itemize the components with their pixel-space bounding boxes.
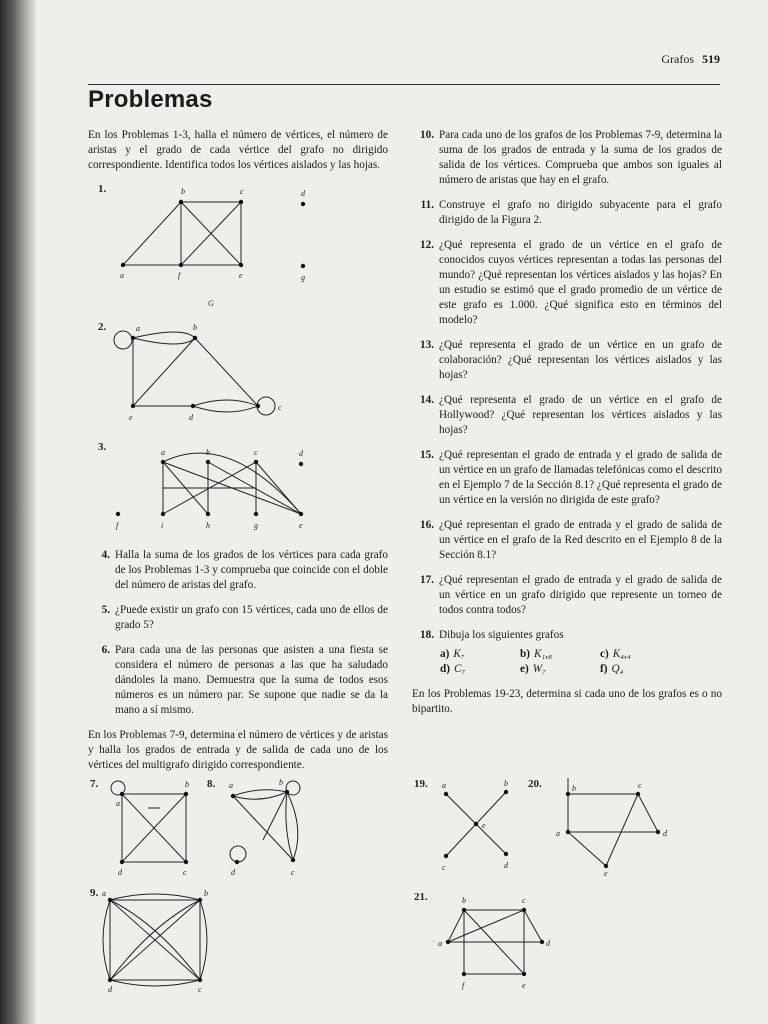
- section-name: Grafos: [661, 52, 694, 66]
- g7-c: c: [183, 868, 187, 877]
- g8-c: c: [291, 868, 295, 877]
- label-p1: 1.: [98, 183, 107, 195]
- g21-f: f: [462, 981, 465, 990]
- intro-19-23: En los Problemas 19-23, determina si cada uno de los grafos es o no bipartito.: [412, 688, 722, 715]
- running-header: [661, 52, 720, 67]
- g20-e: e: [604, 869, 608, 878]
- g1-a: a: [120, 271, 124, 280]
- problem-number: 18.: [420, 629, 434, 641]
- g3-f: f: [116, 521, 119, 530]
- problem-18-items: [440, 647, 722, 677]
- item-value: Q₄: [611, 663, 624, 675]
- item-e: [520, 662, 600, 677]
- g2-a: a: [136, 324, 140, 333]
- graph-7-edges: [122, 794, 186, 862]
- graph-2: [88, 318, 318, 428]
- g19-d: d: [504, 861, 508, 870]
- item-f: [600, 662, 680, 677]
- g9-c: c: [198, 985, 202, 994]
- problem-18: [412, 628, 722, 643]
- g3-a: a: [161, 448, 165, 457]
- g19-c: c: [442, 863, 446, 872]
- item-letter: b): [520, 648, 530, 660]
- graph-3: [88, 436, 338, 540]
- problem-15: [412, 448, 722, 508]
- problem-number: 12.: [420, 239, 434, 251]
- graph-8-vertices: [231, 790, 295, 864]
- item-letter: f): [600, 663, 608, 675]
- problem-16: [412, 518, 722, 563]
- graph-20: [526, 774, 676, 878]
- g19-e: e: [482, 821, 486, 830]
- g2-b: b: [193, 323, 197, 332]
- g20-c: c: [638, 781, 642, 790]
- graph-3-edges: [163, 453, 301, 514]
- problem-text: Para cada una de las personas que asisten a una fiesta se considera el número de personas a las que ha saludado dándoles la mano. Demuestra que la suma de todos esos números es un número par. Se supone que nadie se da la mano a sí mismo.: [115, 644, 388, 716]
- problem-13: [412, 338, 722, 383]
- g21-e: e: [522, 981, 526, 990]
- item-value: W₇: [532, 663, 546, 675]
- g21-b: b: [462, 896, 466, 905]
- g2-d: d: [189, 413, 193, 422]
- g21-d: d: [546, 939, 550, 948]
- problem-5: [88, 603, 388, 633]
- problem-number: 4.: [101, 549, 110, 561]
- g2-c: c: [278, 403, 282, 412]
- graph-7: [88, 774, 203, 878]
- g7-d: d: [118, 868, 122, 877]
- problem-text: Halla la suma de los grados de los vértices para cada grafo de los Problemas 1-3 y comprueba que coincide con el doble del número de aristas del grafo.: [115, 549, 388, 591]
- g3-d: d: [299, 449, 303, 458]
- g1-d: d: [301, 189, 305, 198]
- g3-g: g: [254, 521, 258, 530]
- g8-b: b: [279, 778, 283, 787]
- item-c: [600, 647, 680, 662]
- item-d: [440, 662, 520, 677]
- problem-12: [412, 238, 722, 328]
- page-title: Problemas: [88, 86, 213, 113]
- problem-text: Dibuja los siguientes grafos: [439, 629, 564, 641]
- problem-number: 6.: [101, 644, 110, 656]
- problem-6: [88, 643, 388, 718]
- g3-c: c: [254, 448, 258, 457]
- problem-number: 5.: [101, 604, 110, 616]
- graph-9-edges: [103, 894, 207, 986]
- graph-2-vertices: [131, 336, 260, 408]
- item-value: C₇: [453, 663, 466, 675]
- problem-text: Para cada uno de los grafos de los Problemas 7-9, determina la suma de los grados de entrada y la suma de los grados de salida de los vértices. Comprueba que ambos son iguales al número de aristas que hay en el grafo.: [439, 129, 722, 186]
- problem-number: 10.: [420, 129, 434, 141]
- g20-a: a: [556, 829, 560, 838]
- g1-f: f: [178, 271, 181, 280]
- problem-10: [412, 128, 722, 188]
- intro-1-3: En los Problemas 1-3, halla el número de vértices, el número de aristas y el grado de cada vértice del grafo no dirigido correspondiente. Identifica todos los vértices aislados y las hojas.: [88, 129, 388, 171]
- g8-d: d: [231, 868, 235, 877]
- g7-b: b: [185, 780, 189, 789]
- item-b: [520, 647, 600, 662]
- item-value: K₁,₈: [533, 648, 552, 660]
- label-p9: 9.: [90, 887, 99, 899]
- problem-number: 17.: [420, 574, 434, 586]
- g1-caption: G: [208, 299, 214, 308]
- graph-1-edges: [123, 202, 241, 265]
- problem-11: [412, 198, 722, 228]
- item-value: K₄,₄: [612, 648, 631, 660]
- item-letter: d): [440, 663, 450, 675]
- problem-number: 14.: [420, 394, 434, 406]
- g9-b: b: [204, 889, 208, 898]
- g20-b: b: [572, 784, 576, 793]
- problem-text: ¿Qué representa el grado de un vértice en el grafo de Hollywood? ¿Qué representan los vértices aislados y las hojas?: [439, 394, 722, 436]
- graph-8-edges: [230, 781, 300, 862]
- item-value: K₇: [453, 648, 465, 660]
- problem-text: Construye el grafo no dirigido subyacente para el grafo dirigido de la Figura 2.: [439, 199, 722, 226]
- label-p7: 7.: [90, 778, 99, 790]
- label-p8: 8.: [207, 778, 216, 790]
- graph-20-edges: [568, 778, 658, 866]
- intro-7-9: En los Problemas 7-9, determina el número de vértices y de aristas y halla los grados de entrada y de salida de cada uno de los vértices del multigrafo dirigido correspondiente.: [88, 729, 388, 771]
- graph-21: [412, 886, 582, 996]
- right-column: [412, 128, 722, 717]
- problem-text: ¿Qué representan el grado de entrada y el grado de salida de un vértice en un grafo de llamadas telefónicas como el descrito en el Ejemplo 7 de la Sección 8.1? ¿Qué representa el grado de un vértice en la versión no dirigida de este grafo?: [439, 449, 722, 506]
- graph-2-edges: [114, 331, 275, 415]
- g7-a: a: [116, 799, 120, 808]
- graph-20-vertices: [566, 792, 660, 868]
- g21-a: a: [438, 939, 442, 948]
- problem-text: ¿Qué representa el grado de un vértice en el grafo de conocidos cuyos vértices representan a todas las personas del mundo? ¿Qué representan los vértices aislados y las hojas? En un estudio se estimó que el grado promedio de un vértice de este grafo es 1.000. ¿Qué significa esto en términos del modelo?: [439, 239, 722, 326]
- problem-17: [412, 573, 722, 618]
- graph-1-vertices: [121, 200, 305, 268]
- g3-e: e: [299, 521, 303, 530]
- page-number: 519: [702, 52, 720, 66]
- book-spine-shadow: [0, 0, 36, 1024]
- g3-h: h: [206, 521, 210, 530]
- graph-21-edges: [448, 910, 542, 974]
- item-letter: e): [520, 663, 529, 675]
- problem-text: ¿Qué representan el grado de entrada y el grado de salida de un vértice en un grafo dirigido que represente un torneo de todos contra todos?: [439, 574, 722, 616]
- problem-number: 11.: [420, 199, 434, 211]
- item-letter: c): [600, 648, 609, 660]
- header-rule: [88, 84, 720, 85]
- g3-b: b: [206, 448, 210, 457]
- problem-number: 15.: [420, 449, 434, 461]
- left-column: [88, 128, 388, 173]
- g1-g: g: [301, 273, 305, 282]
- label-p3: 3.: [98, 441, 107, 453]
- label-p19: 19.: [414, 778, 428, 790]
- graph-9: [88, 884, 228, 994]
- g1-c: c: [240, 187, 244, 196]
- problem-text: ¿Qué representan el grado de entrada y el grado de salida de un vértice en el grafo de la Red descrito en el Ejemplo 8 de la Sección 8.1?: [439, 519, 722, 561]
- g9-a: a: [102, 889, 106, 898]
- problem-text: ¿Qué representa el grado de un vértice en un grafo de colaboración? ¿Qué representan los vértices aislados y las hojas?: [439, 339, 722, 381]
- label-p2: 2.: [98, 321, 107, 333]
- label-p21: 21.: [414, 891, 428, 903]
- g2-e: e: [129, 413, 133, 422]
- item-letter: a): [440, 648, 450, 660]
- left-column-problems: [88, 548, 388, 773]
- g19-a: a: [442, 781, 446, 790]
- problem-number: 13.: [420, 339, 434, 351]
- g19-b: b: [504, 779, 508, 788]
- item-a: [440, 647, 520, 662]
- graph-8: [205, 774, 320, 880]
- problem-text: ¿Puede existir un grafo con 15 vértices, cada uno de ellos de grado 5?: [115, 604, 388, 631]
- graph-19: [412, 774, 532, 878]
- problem-14: [412, 393, 722, 438]
- problem-4: [88, 548, 388, 593]
- g9-d: d: [108, 985, 112, 994]
- g1-e: e: [239, 271, 243, 280]
- label-p20: 20.: [528, 778, 542, 790]
- g3-i: i: [161, 521, 164, 530]
- problem-number: 16.: [420, 519, 434, 531]
- g1-b: b: [181, 187, 185, 196]
- g8-a: a: [229, 781, 233, 790]
- graph-1: [88, 180, 348, 310]
- g21-c: c: [522, 896, 526, 905]
- g20-d: d: [663, 829, 667, 838]
